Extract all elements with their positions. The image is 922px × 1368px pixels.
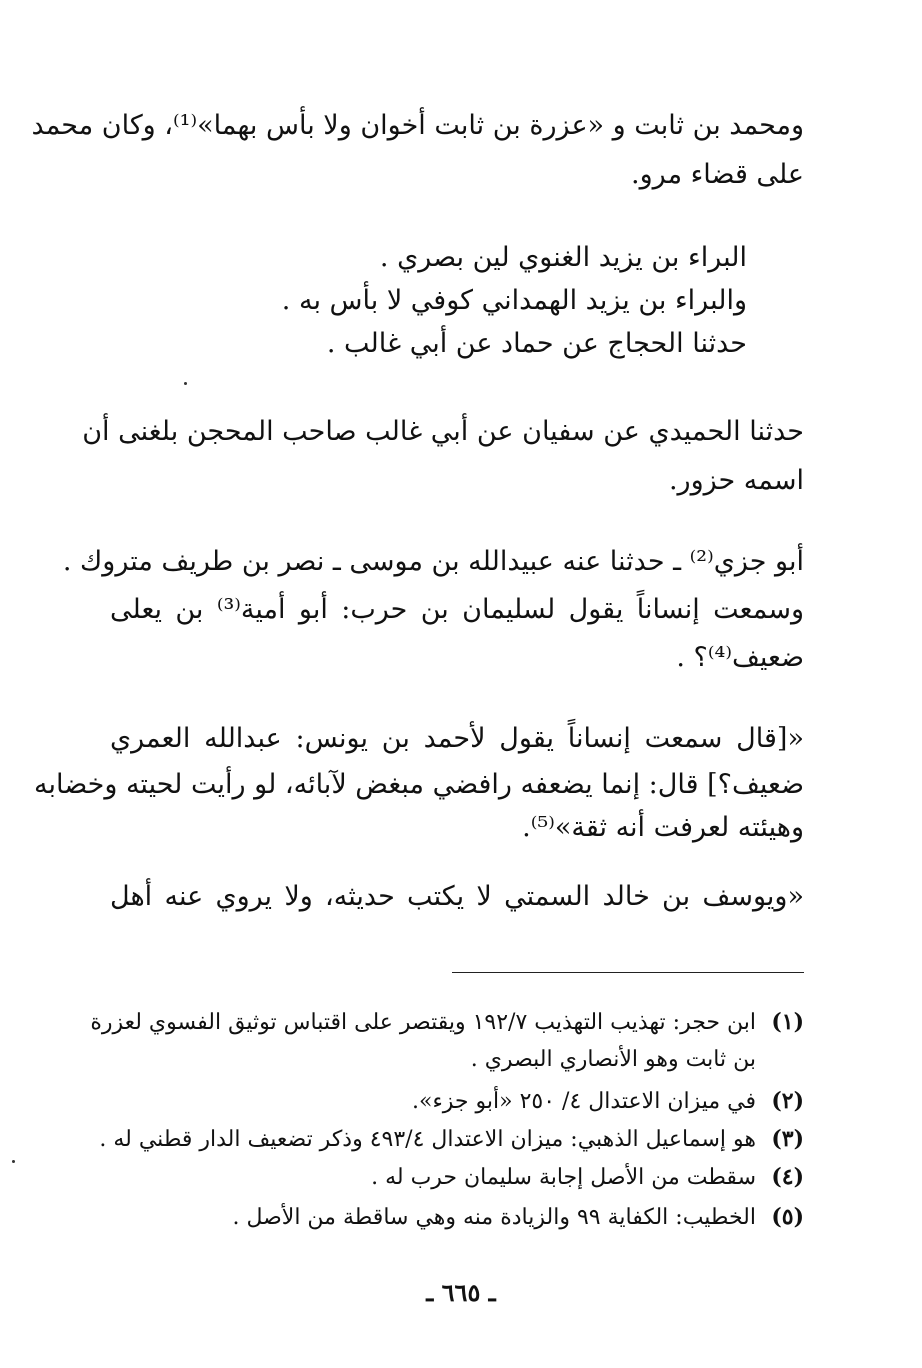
speck — [184, 382, 187, 385]
footnote-text: الخطيب: الكفاية ٩٩ والزيادة منه وهي ساقطة من الأصل . — [232, 1205, 756, 1230]
body-line: حدثنا الحجاج عن حماد عن أبي غالب . — [326, 328, 747, 359]
footnote-number: (١) — [771, 1009, 804, 1035]
body-line: البراء بن يزيد الغنوي لين بصري . — [379, 242, 747, 273]
body-line: وسمعت إنساناً يقول لسليمان بن حرب: أبو أمية⁽³⁾ بن يعلى — [110, 594, 804, 625]
body-line: ومحمد بن ثابت و «عزرة بن ثابت أخوان ولا بأس بهما»⁽¹⁾، وكان محمد — [31, 110, 804, 141]
body-line: على قضاء مرو. — [631, 159, 804, 190]
footnote — [110, 1083, 804, 1119]
body-line: ضعيف؟] قال: إنما يضعفه رافضي مبغض لآبائه، لو رأيت لحيته وخضابه — [34, 769, 804, 800]
footnote — [110, 1199, 804, 1235]
footnote-number: (٥) — [771, 1204, 804, 1230]
footnote-text: بن ثابت وهو الأنصاري البصري . — [470, 1047, 756, 1072]
page-number: ـ ٦٦٥ ـ — [426, 1278, 496, 1307]
footnote-divider — [452, 972, 804, 973]
body-line: والبراء بن يزيد الهمداني كوفي لا بأس به . — [281, 285, 747, 316]
body-line: أبو جزي⁽²⁾ ـ حدثنا عنه عبيدالله بن موسى ـ نصر بن طريف متروك . — [62, 546, 804, 577]
footnote-text: ابن حجر: تهذيب التهذيب ١٩٢/٧ ويقتصر على اقتباس توثيق الفسوي لعزرة — [90, 1010, 756, 1035]
body-line: اسمه حزور. — [668, 465, 804, 496]
footnote — [110, 1159, 804, 1195]
body-line: «ويوسف بن خالد السمتي لا يكتب حديثه، ولا يروي عنه أهل — [110, 881, 804, 912]
footnote-continuation — [110, 1042, 756, 1078]
footnote-text: هو إسماعيل الذهبي: ميزان الاعتدال ٤٩٣/٤ وذكر تضعيف الدار قطني له . — [99, 1127, 756, 1152]
footnote-text: في ميزان الاعتدال ٤/ ٢٥٠ «أبو جزء». — [411, 1089, 756, 1114]
footnote-number: (٢) — [771, 1088, 804, 1114]
speck — [12, 1160, 15, 1163]
footnote-text: سقطت من الأصل إجابة سليمان حرب له . — [371, 1165, 756, 1190]
footnote — [99, 1121, 804, 1157]
footnote-number: (٣) — [771, 1126, 804, 1152]
footnote — [90, 1004, 804, 1040]
body-line: وهيئته لعرفت أنه ثقة»⁽⁵⁾. — [522, 812, 804, 843]
footnote-number: (٤) — [771, 1164, 804, 1190]
body-line: «[قال سمعت إنساناً يقول لأحمد بن يونس: عبدالله العمري — [110, 723, 804, 754]
body-line: حدثنا الحميدي عن سفيان عن أبي غالب صاحب المحجن بلغنى أن — [82, 416, 804, 447]
body-line: ضعيف⁽⁴⁾؟ . — [676, 642, 804, 673]
